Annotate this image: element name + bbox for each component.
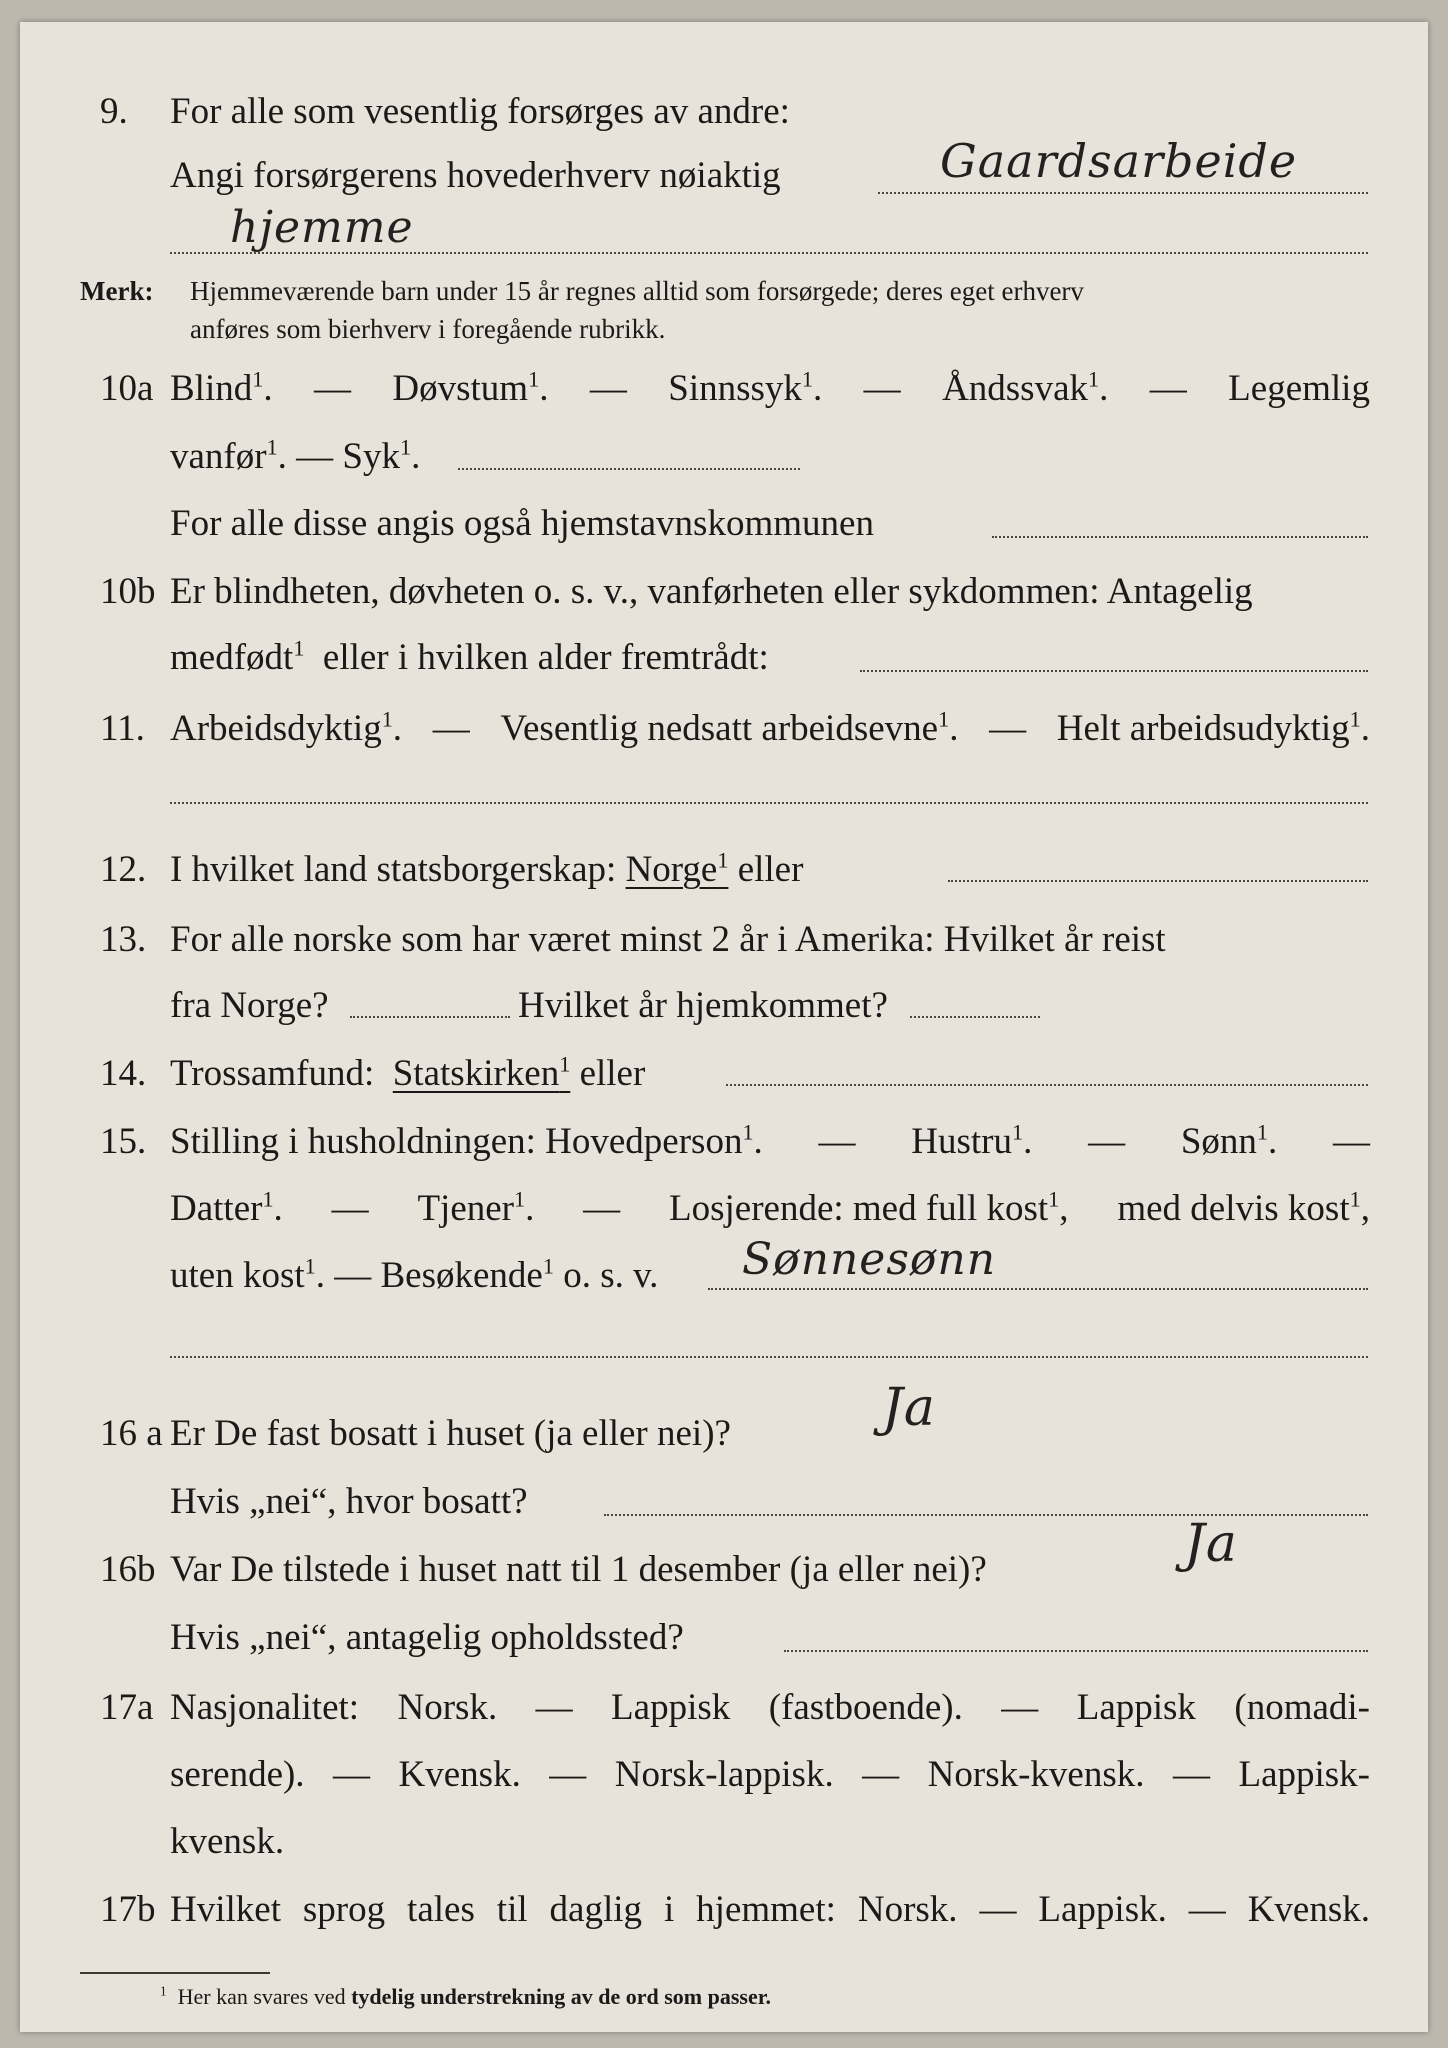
option-dovstum: Døvstum$^1$. [392,366,549,409]
q13-reist-answer-line [350,1016,510,1018]
q13-line2a: fra Norge? [170,985,329,1026]
q16a-line2: Hvis „nei“, hvor bosatt? [170,1481,528,1522]
q10a-line3: For alle disse angis også hjemstavnskommunen [170,503,874,544]
dash: — [314,368,351,409]
q12-underlined-choice: Norge$^1$ [625,847,729,890]
q13-line1: For alle norske som har været minst 2 år i Amerika: Hvilket år reist [170,919,1166,960]
q9-handwritten-answer1: Gaardsarbeide [940,134,1298,188]
q13-number: 13. [100,919,147,960]
q13-hjemkommet-answer-line [910,1016,1040,1018]
q12-line: I hvilket land statsborgerskap: Norge$^1$ eller [170,847,804,890]
q15-line1: Stilling i husholdningen: Hovedperson$^1$. — Hustru$^1$. — Sønn$^1$. — [170,1119,1370,1162]
q17b-number: 17b [100,1889,156,1930]
dash: — [1149,368,1187,409]
q9-number: 9. [100,91,128,132]
q16b-handwritten-answer: Ja [1184,1514,1238,1574]
q15-line2: Datter$^1$. — Tjener$^1$. — Losjerende: med full kost$^1$, med delvis kost$^1$, [170,1186,1370,1229]
footnote-rule [80,1972,270,1974]
census-form-page [20,22,1428,2032]
q14-number: 14. [100,1053,147,1094]
dash: — [589,368,627,409]
q15-number: 15. [100,1121,147,1162]
q16a-line1: Er De fast bosatt i huset (ja eller nei)? [170,1413,731,1454]
q9-line2: Angi forsørgerens hovederhverv nøiaktig [170,155,781,196]
q10a-hjemstavn-answer-line [992,536,1368,538]
q12-number: 12. [100,849,147,890]
merk-line1: Hjemmeværende barn under 15 år regnes alltid som forsørgede; deres eget erhverv [190,276,1084,306]
q15-handwritten-answer: Sønnesønn [742,1234,997,1285]
q15-line3: uten kost$^1$. — Besøkende$^1$ o. s. v. [170,1253,659,1296]
option-blind: Blind$^1$. [170,366,273,409]
q10a-line2: vanfør$^1$. — Syk$^1$. [170,434,421,477]
option-andssvak: Åndssvak$^1$. [942,366,1109,409]
q16a-answer-line [604,1514,1368,1516]
q10a-syk-answer-line [458,468,800,470]
q14-underlined-choice: Statskirken$^1$ [392,1051,571,1094]
q17a-line3: kvensk. [170,1821,285,1862]
q11-answer-line [170,802,1368,804]
q17b-line1: Hvilket sprog tales til daglig i hjemmet: Norsk. — Lappisk. — Kvensk. [170,1889,1370,1930]
q15-answer-line [708,1288,1368,1290]
q16b-line1: Var De tilstede i huset natt til 1 desember (ja eller nei)? [170,1549,987,1590]
q10a-line1 [170,367,1370,411]
q10b-answer-line [860,670,1368,672]
q17a-line1: Nasjonalitet: Norsk. — Lappisk (fastboende). — Lappisk (nomadi- [170,1687,1370,1728]
q17a-number: 17a [100,1687,154,1728]
q9-handwritten-answer2: hjemme [230,202,414,253]
q13-line2b: Hvilket år hjemkommet? [518,985,888,1026]
q17a-line2: serende). — Kvensk. — Norsk-lappisk. — Norsk-kvensk. — Lappisk- [170,1754,1370,1795]
q10b-line2: medfødt$^1$ eller i hvilken alder fremtrådt: [170,635,769,678]
q16b-answer-line [784,1650,1368,1652]
q9-answer-line1 [878,192,1368,194]
q11-line: Arbeidsdyktig$^1$. — Vesentlig nedsatt arbeidsevne$^1$. — Helt arbeidsudyktig$^1$. [170,706,1370,749]
merk-label: Merk: [80,276,154,306]
dash: — [863,368,901,409]
option-legemlig: Legemlig [1228,368,1370,409]
q10a-number: 10a [100,368,154,409]
q16b-number: 16b [100,1549,156,1590]
q14-line: Trossamfund: Statskirken$^1$ eller [170,1051,646,1094]
q16a-handwritten-answer: Ja [882,1378,936,1438]
q16b-line2: Hvis „nei“, antagelig opholdssted? [170,1617,684,1658]
q12-answer-line [948,880,1368,882]
merk-line2: anføres som bierhverv i foregående rubrikk. [190,314,666,344]
q10b-number: 10b [100,571,156,612]
q16a-number: 16 a [100,1413,163,1454]
q11-number: 11. [100,708,145,749]
option-sinnssyk: Sinnssyk$^1$. [668,366,823,409]
footnote: $^1$ Her kan svares ved tydelig understrekning av de ord som passer. [160,1983,771,2009]
q15-answer-line2 [170,1356,1368,1358]
q10b-line1: Er blindheten, døvheten o. s. v., vanførheten eller sykdommen: Antagelig [170,571,1253,612]
q14-answer-line [726,1084,1368,1086]
q9-line1: For alle som vesentlig forsørges av andre: [170,91,790,132]
